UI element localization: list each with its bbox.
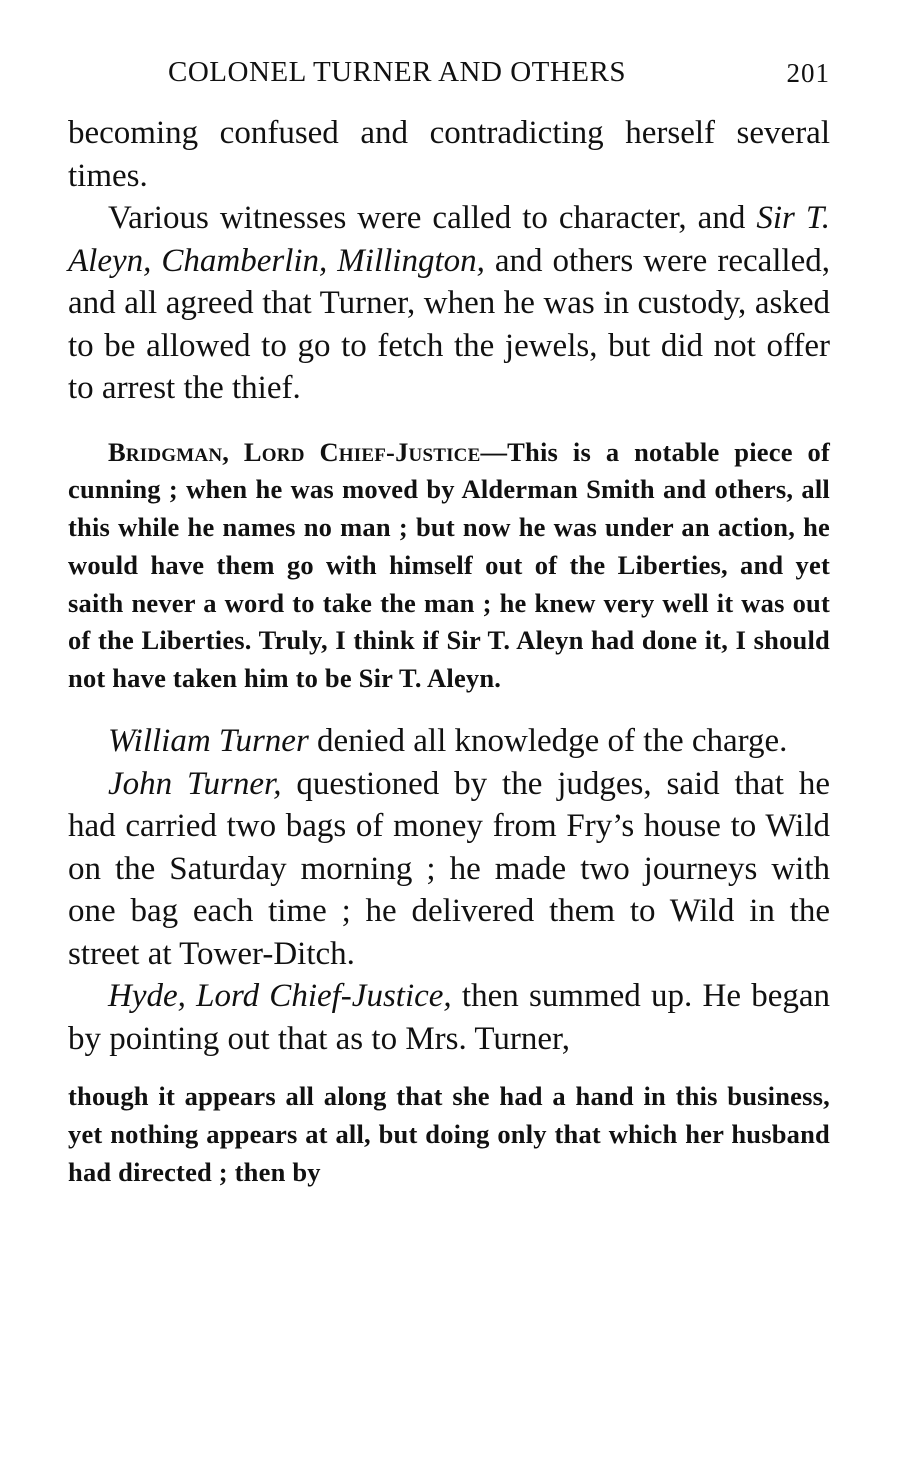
witness-names: Sir T. Aleyn, Chamberlin, Millington, [68, 200, 830, 279]
person-name: Hyde, Lord Chief-Justice, [108, 978, 452, 1015]
paragraph-witnesses [68, 197, 830, 410]
person-name: William Turner [108, 723, 309, 760]
paragraph-text: Various witnesses were called to character, and [108, 200, 757, 236]
paragraph-text: then summed up. He began by pointing out that as to Mrs. Turner, [68, 978, 830, 1057]
book-page [68, 52, 830, 1191]
paragraph-text: and others were recalled, and all agreed that Turner, when he was in custody, asked to be allowed to go to fetch the jewels, but did not offer to arrest the thief. [68, 242, 830, 406]
paragraph-text: becoming confused and contradicting herself several times. [68, 115, 830, 194]
person-name: John Turner, [108, 765, 282, 802]
paragraph-text: questioned by the judges, said that he had carried two bags of money from Fry’s house to Wild on the Saturday morning ; he made two journeys with one bag each time ; he delivered them to Wild in the street at Tower-Ditch. [68, 765, 830, 972]
paragraph-continuation [68, 112, 830, 197]
paragraph-text: denied all knowledge of the charge. [308, 723, 788, 760]
speaker-name: Bridgman, Lord Chief-Justice [108, 436, 481, 467]
paragraph-hyde-summing-up [68, 975, 830, 1060]
quote-text: though it appears all along that she had a hand in this business, yet nothing appears at all, but doing only that which her husband had directed ; then by [68, 1081, 830, 1187]
page-number: 201 [786, 58, 830, 88]
quoted-speech-hyde [68, 1078, 830, 1191]
running-title: COLONEL TURNER AND OTHERS [168, 56, 626, 88]
quote-text: —This is a notable piece of cunning ; when he was moved by Alderman Smith and others, all this while he names no man ; but now he was under an action, he would have them go with himself out of the Liberties, and yet saith never a word to take the man ; he knew very well it was out of the Liberties. Truly, I think if Sir T. Aleyn had done it, I should not have taken him to be Sir T. Aleyn. [68, 436, 830, 694]
paragraph-william-turner [68, 720, 830, 763]
quoted-speech-bridgman [68, 434, 830, 699]
paragraph-john-turner [68, 763, 830, 976]
running-header [68, 52, 830, 96]
